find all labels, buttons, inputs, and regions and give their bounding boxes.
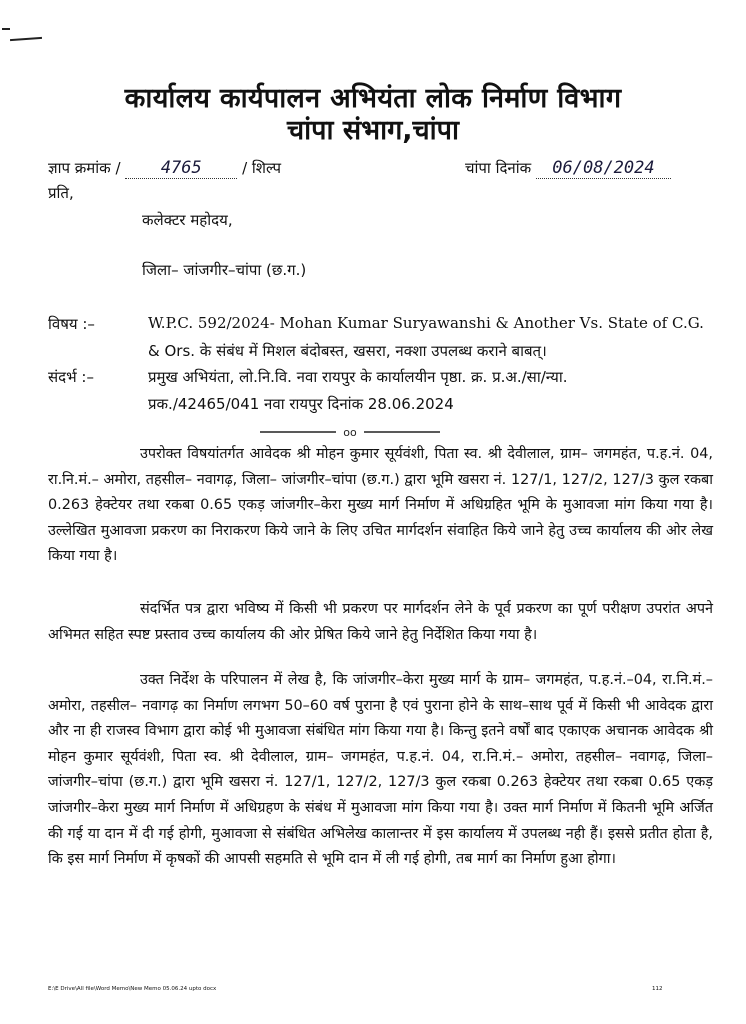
memo-number-field <box>125 158 237 179</box>
date-field <box>536 158 671 179</box>
reference-line-2: प्रक./42465/041 नवा रायपुर दिनांक 28.06.2024 <box>148 395 454 413</box>
prati-label: प्रति, <box>48 184 74 202</box>
office-title: कार्यालय कार्यपालन अभियंता लोक निर्माण विभाग <box>124 83 622 114</box>
ink-mark <box>10 37 42 41</box>
body-paragraph-3: उक्त निर्देश के परिपालन में लेख है, कि जांजगीर–केरा मुख्य मार्ग के ग्राम– जगमहंत, प.ह.नं.–04, रा.नि.मं.– अमोरा, तहसील– नवागढ़ का निर्माण लगभग 50–60 वर्ष पुराना है एवं पुराना होने के साथ–साथ पूर्व में किसी भी आवेदक द्वारा और ना ही राजस्व विभाग द्वारा कोई भी मुआवजा संबंधित मांग किया गया है। किन्तु इतने वर्षों बाद एकाएक अचानक आवेदक श्री मोहन कुमार सूर्यवंशी, पिता स्व. श्री देवीलाल, ग्राम– जगमहंत, प.ह.नं. 04, रा.नि.मं.– अमोरा, तहसील– नवागढ़, जिला– जांजगीर–चांपा (छ.ग.) द्वारा भूमि खसरा नं. 127/1, 127/2, 127/3 कुल रकबा 0.263 हेक्टेयर तथा रकबा 0.65 एकड़ जांजगीर–केरा मुख्य मार्ग निर्माण में अधिग्रहण के संबंध में मुआवजा मांग किया गया है। उक्त मार्ग निर्माण में कितनी भूमि अर्जित की गई या दान में दी गई होगी, मुआवजा से संबंधित अभिलेख कालान्तर में इस कार्यालय में उपलब्ध नही हैं। इससे प्रतीत होता है, कि इस मार्ग निर्माण में कृषकों की आपसी सहमति से भूमि दान में ली गई होगी, तब मार्ग का निर्माण हुआ होगा। <box>48 672 713 868</box>
addressee-district: जिला– जांजगीर–चांपा (छ.ग.) <box>142 261 307 279</box>
subject-label: विषय :– <box>48 315 95 333</box>
ink-mark <box>2 28 10 30</box>
addressee: कलेक्टर महोदय, <box>142 211 233 229</box>
divider-symbol: oo <box>343 426 357 439</box>
memo-number-label: ज्ञाप क्रमांक <box>48 159 111 177</box>
subject-line-1: W.P.C. 592/2024- Mohan Kumar Suryawanshi & Another Vs. State of C.G. <box>148 314 704 332</box>
memo-number-value: 4765 <box>160 158 202 178</box>
branch-label: शिल्प <box>251 159 281 177</box>
reference-line-1: प्रमुख अभियंता, लो.नि.वि. नवा रायपुर के कार्यालयीन पृष्ठा. क्र. प्र.अ./सा/न्या. <box>148 368 568 386</box>
office-division: चांपा संभाग,चांपा <box>286 115 460 146</box>
body-paragraph-1: उपरोक्त विषयांतर्गत आवेदक श्री मोहन कुमार सूर्यवंशी, पिता स्व. श्री देवीलाल, ग्राम– जगमहंत, प.ह.नं. 04, रा.नि.मं.– अमोरा, तहसील– नवागढ़, जिला– जांजगीर–चांपा (छ.ग.) द्वारा भूमि खसरा नं. 127/1, 127/2, 127/3 कुल रकबा 0.263 हेक्टेयर तथा रकबा 0.65 एकड़ जांजगीर–केरा मुख्य मार्ग निर्माण में अधिग्रहित भूमि के मुआवजा मांग किया गया है। उल्लेखित मुआवजा प्रकरण का निराकरण किये जाने के लिए उचित मार्गदर्शन संवाहित किये जाने हेतु उच्च कार्यालय की ओर लेख किया गया है। <box>48 446 713 565</box>
date-value: 06/08/2024 <box>552 158 655 178</box>
subject-line-2: & Ors. के संबंध में मिशल बंदोबस्त, खसरा, नक्शा उपलब्ध कराने बाबत्। <box>148 342 547 360</box>
place-date-label: चांपा दिनांक <box>465 159 532 177</box>
reference-label: संदर्भ :– <box>48 368 94 386</box>
date-row <box>465 158 671 179</box>
footer-page-number: 112 <box>652 986 663 992</box>
body-paragraph-2: संदर्भित पत्र द्वारा भविष्य में किसी भी प्रकरण पर मार्गदर्शन लेने के पूर्व प्रकरण का पूर्ण परीक्षण उपरांत अपने अभिमत सहित स्पष्ट प्रस्ताव उच्च कार्यालय की ओर प्रेषित किये जाने हेतु निर्देशित किया गया है। <box>48 601 713 643</box>
footer-file-path: E:\E Drive\All file\Word Memo\New Memo 05.06.24 upto docx <box>48 986 217 992</box>
memo-number-row: ज्ञाप क्रमांक / 4765 / शिल्प <box>48 158 281 178</box>
section-divider <box>260 425 440 439</box>
